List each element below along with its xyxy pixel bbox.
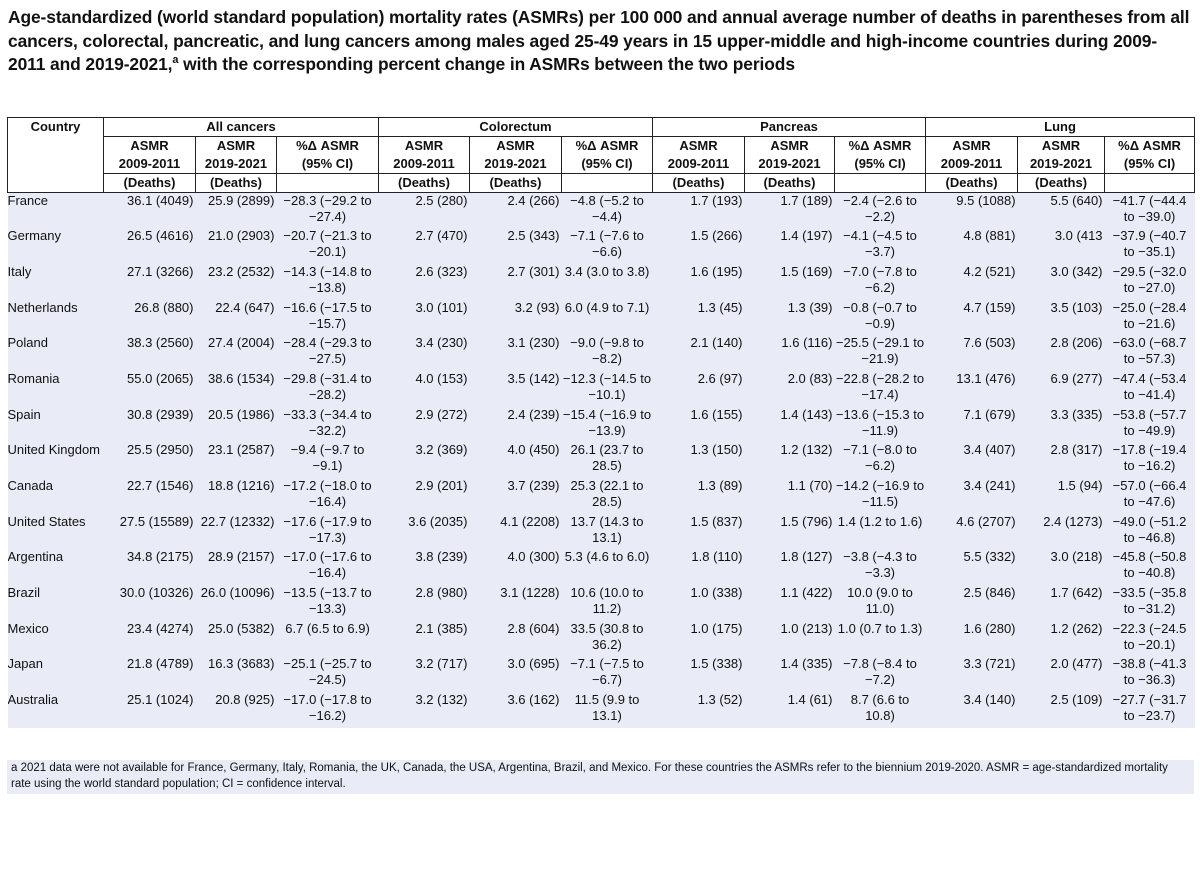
pancreas-asmr-2019-cell: 1.4 (335) xyxy=(745,656,835,692)
all-pct-change-cell: −14.3 (−14.8 to −13.8) xyxy=(277,264,379,300)
lung-pct-change-cell: −57.0 (−66.4 to −47.6) xyxy=(1105,478,1195,514)
lung-asmr-2009-header-line2: 2009-2011 xyxy=(940,156,1003,171)
all-cancers-pct-change-header xyxy=(277,137,379,174)
all-asmr-2009-cell: 36.1 (4049) xyxy=(104,193,196,229)
table-row xyxy=(8,193,1195,229)
lung-pct-change-header xyxy=(1105,137,1195,174)
all-cancers-pct-change-header-line2: (95% CI) xyxy=(301,156,354,171)
all-asmr-2019-cell: 23.2 (2532) xyxy=(196,264,277,300)
all-pct-change-cell: −20.7 (−21.3 to −20.1) xyxy=(277,228,379,264)
lung-asmr-2009-cell: 4.6 (2707) xyxy=(926,514,1018,550)
lung-asmr-2019-cell: 2.8 (206) xyxy=(1018,335,1105,371)
lung-pct-change-cell: −53.8 (−57.7 to −49.9) xyxy=(1105,407,1195,443)
country-cell: France xyxy=(8,193,104,229)
country-cell: United States xyxy=(8,514,104,550)
lung-pct-change-cell: −17.8 (−19.4 to −16.2) xyxy=(1105,442,1195,478)
all-pct-change-cell: −28.4 (−29.3 to −27.5) xyxy=(277,335,379,371)
table-row xyxy=(8,228,1195,264)
table-row xyxy=(8,656,1195,692)
colorectum-asmr-2019-cell: 3.1 (230) xyxy=(470,335,562,371)
group-header-colorectum: Colorectum xyxy=(379,118,653,137)
colorectum-asmr-2009-cell: 2.1 (385) xyxy=(379,621,470,657)
pancreas-pct-change-cell: −7.0 (−7.8 to −6.2) xyxy=(835,264,926,300)
lung-pct-change-cell: −37.9 (−40.7 to −35.1) xyxy=(1105,228,1195,264)
all-pct-change-cell: 6.7 (6.5 to 6.9) xyxy=(277,621,379,657)
country-cell: Germany xyxy=(8,228,104,264)
lung-pct-change-cell: −27.7 (−31.7 to −23.7) xyxy=(1105,692,1195,728)
colorectum-pct-change-cell: 5.3 (4.6 to 6.0) xyxy=(562,549,653,585)
title-footnote-marker: a xyxy=(172,54,179,67)
pancreas-asmr-2009-cell: 1.0 (338) xyxy=(653,585,745,621)
colorectum-asmr-2019-cell: 4.0 (450) xyxy=(470,442,562,478)
table-row xyxy=(8,335,1195,371)
colorectum-asmr-2019-cell: 4.0 (300) xyxy=(470,549,562,585)
pancreas-pct-change-cell: −0.8 (−0.7 to −0.9) xyxy=(835,300,926,336)
lung-pct-change-cell: −47.4 (−53.4 to −41.4) xyxy=(1105,371,1195,407)
pancreas-asmr-2009-cell: 1.6 (155) xyxy=(653,407,745,443)
pancreas-pct-spacer xyxy=(835,174,926,193)
table-row xyxy=(8,264,1195,300)
pancreas-pct-change-cell: −22.8 (−28.2 to −17.4) xyxy=(835,371,926,407)
lung-deaths-label: (Deaths) xyxy=(926,174,1018,193)
pancreas-pct-change-cell: 1.4 (1.2 to 1.6) xyxy=(835,514,926,550)
pancreas-asmr-2009-cell: 1.3 (150) xyxy=(653,442,745,478)
lung-pct-change-cell: −22.3 (−24.5 to −20.1) xyxy=(1105,621,1195,657)
lung-asmr-2009-cell: 3.4 (140) xyxy=(926,692,1018,728)
lung-asmr-2019-cell: 1.7 (642) xyxy=(1018,585,1105,621)
lung-asmr-2019-cell: 1.2 (262) xyxy=(1018,621,1105,657)
country-cell: Spain xyxy=(8,407,104,443)
lung-asmr-2009-cell: 4.2 (521) xyxy=(926,264,1018,300)
pancreas-pct-change-cell: −25.5 (−29.1 to −21.9) xyxy=(835,335,926,371)
pancreas-asmr-2009-cell: 2.1 (140) xyxy=(653,335,745,371)
pancreas-asmr-2009-cell: 1.5 (338) xyxy=(653,656,745,692)
all-pct-change-cell: −17.0 (−17.6 to −16.4) xyxy=(277,549,379,585)
lung-pct-change-cell: −41.7 (−44.4 to −39.0) xyxy=(1105,193,1195,229)
pancreas-asmr-2009-cell: 1.8 (110) xyxy=(653,549,745,585)
country-cell: Mexico xyxy=(8,621,104,657)
all-asmr-2009-cell: 34.8 (2175) xyxy=(104,549,196,585)
colorectum-asmr-2009-header-line1: ASMR xyxy=(404,138,444,153)
pancreas-asmr-2019-cell: 1.4 (143) xyxy=(745,407,835,443)
pancreas-asmr-2019-header-line2: 2019-2021 xyxy=(758,156,821,171)
title-text-end: with the corresponding percent change in ASMRs between the two periods xyxy=(178,54,795,74)
all-asmr-2019-cell: 27.4 (2004) xyxy=(196,335,277,371)
colorectum-pct-change-cell: 26.1 (23.7 to 28.5) xyxy=(562,442,653,478)
colorectum-asmr-2009-cell: 2.6 (323) xyxy=(379,264,470,300)
table-title xyxy=(8,6,1194,77)
pancreas-asmr-2019-cell: 1.5 (169) xyxy=(745,264,835,300)
country-cell: Australia xyxy=(8,692,104,728)
lung-asmr-2009-cell: 9.5 (1088) xyxy=(926,193,1018,229)
colorectum-asmr-2019-cell: 3.0 (695) xyxy=(470,656,562,692)
table-row xyxy=(8,371,1195,407)
all-asmr-2019-cell: 16.3 (3683) xyxy=(196,656,277,692)
lung-asmr-2019-cell: 1.5 (94) xyxy=(1018,478,1105,514)
colorectum-asmr-2009-cell: 2.9 (201) xyxy=(379,478,470,514)
lung-asmr-2009-cell: 2.5 (846) xyxy=(926,585,1018,621)
pancreas-asmr-2019-cell: 1.1 (422) xyxy=(745,585,835,621)
all-asmr-2009-cell: 22.7 (1546) xyxy=(104,478,196,514)
colorectum-asmr-2009-cell: 3.4 (230) xyxy=(379,335,470,371)
pancreas-pct-change-cell: −3.8 (−4.3 to −3.3) xyxy=(835,549,926,585)
colorectum-asmr-2009-cell: 2.7 (470) xyxy=(379,228,470,264)
lung-asmr-2009-cell: 5.5 (332) xyxy=(926,549,1018,585)
colorectum-asmr-2019-cell: 2.7 (301) xyxy=(470,264,562,300)
pancreas-asmr-2019-cell: 1.4 (61) xyxy=(745,692,835,728)
colorectum-asmr-2019-cell: 3.6 (162) xyxy=(470,692,562,728)
pancreas-asmr-2009-header xyxy=(653,137,745,174)
all-cancers-pct-spacer xyxy=(277,174,379,193)
pancreas-pct-change-cell: −2.4 (−2.6 to −2.2) xyxy=(835,193,926,229)
pancreas-asmr-2009-cell: 2.6 (97) xyxy=(653,371,745,407)
country-cell: United Kingdom xyxy=(8,442,104,478)
colorectum-asmr-2019-cell: 2.5 (343) xyxy=(470,228,562,264)
pancreas-asmr-2019-cell: 1.5 (796) xyxy=(745,514,835,550)
pancreas-asmr-2019-cell: 1.7 (189) xyxy=(745,193,835,229)
pancreas-pct-change-header xyxy=(835,137,926,174)
all-asmr-2009-cell: 25.5 (2950) xyxy=(104,442,196,478)
colorectum-asmr-2009-cell: 3.2 (717) xyxy=(379,656,470,692)
colorectum-pct-change-cell: 13.7 (14.3 to 13.1) xyxy=(562,514,653,550)
pancreas-asmr-2009-header-line2: 2009-2011 xyxy=(667,156,730,171)
colorectum-pct-change-header-line1: %Δ ASMR xyxy=(575,138,639,153)
lung-asmr-2019-cell: 3.0 (218) xyxy=(1018,549,1105,585)
lung-asmr-2019-cell: 3.0 (413 xyxy=(1018,228,1105,264)
colorectum-asmr-2009-header xyxy=(379,137,470,174)
table-row xyxy=(8,621,1195,657)
pancreas-asmr-2019-cell: 1.4 (197) xyxy=(745,228,835,264)
colorectum-asmr-2019-header-line2: 2019-2021 xyxy=(484,156,547,171)
pancreas-asmr-2019-cell: 1.1 (70) xyxy=(745,478,835,514)
pancreas-pct-change-header-line2: (95% CI) xyxy=(854,156,906,171)
all-asmr-2019-cell: 22.7 (12332) xyxy=(196,514,277,550)
table-row xyxy=(8,300,1195,336)
colorectum-asmr-2009-cell: 2.9 (272) xyxy=(379,407,470,443)
pancreas-pct-change-cell: 8.7 (6.6 to 10.8) xyxy=(835,692,926,728)
table-row xyxy=(8,585,1195,621)
all-asmr-2019-cell: 20.8 (925) xyxy=(196,692,277,728)
all-asmr-2019-cell: 18.8 (1216) xyxy=(196,478,277,514)
colorectum-deaths-label: (Deaths) xyxy=(379,174,470,193)
colorectum-pct-change-cell: −7.1 (−7.5 to −6.7) xyxy=(562,656,653,692)
all-asmr-2019-cell: 23.1 (2587) xyxy=(196,442,277,478)
lung-asmr-2019-cell: 3.5 (103) xyxy=(1018,300,1105,336)
colorectum-pct-change-cell: 25.3 (22.1 to 28.5) xyxy=(562,478,653,514)
all-pct-change-cell: −29.8 (−31.4 to −28.2) xyxy=(277,371,379,407)
colorectum-pct-change-cell: 6.0 (4.9 to 7.1) xyxy=(562,300,653,336)
mortality-table xyxy=(7,117,1195,728)
all-asmr-2009-cell: 27.5 (15589) xyxy=(104,514,196,550)
lung-asmr-2009-cell: 1.6 (280) xyxy=(926,621,1018,657)
lung-asmr-2009-cell: 3.3 (721) xyxy=(926,656,1018,692)
lung-asmr-2019-header xyxy=(1018,137,1105,174)
colorectum-asmr-2009-cell: 3.6 (2035) xyxy=(379,514,470,550)
colorectum-pct-spacer xyxy=(562,174,653,193)
table-row xyxy=(8,692,1195,728)
lung-pct-change-header-line1: %Δ ASMR xyxy=(1118,138,1181,153)
lung-asmr-2019-cell: 3.3 (335) xyxy=(1018,407,1105,443)
country-cell: Romania xyxy=(8,371,104,407)
lung-asmr-2009-cell: 4.8 (881) xyxy=(926,228,1018,264)
all-pct-change-cell: −13.5 (−13.7 to −13.3) xyxy=(277,585,379,621)
colorectum-asmr-2019-cell: 2.8 (604) xyxy=(470,621,562,657)
pancreas-asmr-2009-cell: 1.6 (195) xyxy=(653,264,745,300)
table-row xyxy=(8,478,1195,514)
lung-pct-change-header-line2: (95% CI) xyxy=(1123,156,1176,171)
all-pct-change-cell: −16.6 (−17.5 to −15.7) xyxy=(277,300,379,336)
all-cancers-asmr-2019-header-line1: ASMR xyxy=(216,138,256,153)
pancreas-asmr-2019-header-line1: ASMR xyxy=(770,138,809,153)
all-cancers-asmr-2009-header xyxy=(104,137,196,174)
lung-asmr-2009-cell: 13.1 (476) xyxy=(926,371,1018,407)
all-cancers-deaths-label: (Deaths) xyxy=(196,174,277,193)
colorectum-asmr-2009-cell: 3.2 (132) xyxy=(379,692,470,728)
lung-asmr-2009-cell: 7.6 (503) xyxy=(926,335,1018,371)
pancreas-deaths-label: (Deaths) xyxy=(745,174,835,193)
pancreas-asmr-2009-header-line1: ASMR xyxy=(679,138,718,153)
colorectum-asmr-2019-cell: 3.1 (1228) xyxy=(470,585,562,621)
colorectum-pct-change-cell: 11.5 (9.9 to 13.1) xyxy=(562,692,653,728)
lung-pct-change-cell: −38.8 (−41.3 to −36.3) xyxy=(1105,656,1195,692)
all-cancers-asmr-2009-header-line2: 2009-2011 xyxy=(118,156,181,171)
lung-asmr-2019-cell: 3.0 (342) xyxy=(1018,264,1105,300)
lung-asmr-2019-cell: 5.5 (640) xyxy=(1018,193,1105,229)
title-text: Age-standardized (world standard population) mortality rates (ASMRs) per 100 000 and annual average number of deaths in parentheses from all cancers, colorectal, pancreatic, and lung cancers among males aged 25-49 years in 15 upper-middle and high-income countries during 2009-2011 and 2019-2021, xyxy=(8,7,1190,74)
table-row xyxy=(8,407,1195,443)
colorectum-pct-change-cell: −7.1 (−7.6 to −6.6) xyxy=(562,228,653,264)
colorectum-asmr-2019-header xyxy=(470,137,562,174)
all-asmr-2009-cell: 26.8 (880) xyxy=(104,300,196,336)
colorectum-pct-change-header-line2: (95% CI) xyxy=(581,156,633,171)
all-cancers-asmr-2019-header xyxy=(196,137,277,174)
colorectum-asmr-2009-cell: 2.5 (280) xyxy=(379,193,470,229)
table-row xyxy=(8,514,1195,550)
pancreas-asmr-2009-cell: 1.3 (52) xyxy=(653,692,745,728)
all-cancers-pct-change-header-line1: %Δ ASMR xyxy=(296,138,359,153)
country-cell: Argentina xyxy=(8,549,104,585)
all-cancers-asmr-2019-header-line2: 2019-2021 xyxy=(204,156,268,171)
pancreas-asmr-2009-cell: 1.3 (89) xyxy=(653,478,745,514)
colorectum-pct-change-cell: 3.4 (3.0 to 3.8) xyxy=(562,264,653,300)
all-cancers-asmr-2009-header-line1: ASMR xyxy=(130,138,169,153)
pancreas-pct-change-cell: −4.1 (−4.5 to −3.7) xyxy=(835,228,926,264)
all-asmr-2009-cell: 38.3 (2560) xyxy=(104,335,196,371)
all-asmr-2019-cell: 20.5 (1986) xyxy=(196,407,277,443)
country-cell: Japan xyxy=(8,656,104,692)
all-pct-change-cell: −33.3 (−34.4 to −32.2) xyxy=(277,407,379,443)
pancreas-pct-change-cell: −14.2 (−16.9 to −11.5) xyxy=(835,478,926,514)
colorectum-asmr-2019-header-line1: ASMR xyxy=(496,138,535,153)
lung-asmr-2009-cell: 3.4 (407) xyxy=(926,442,1018,478)
colorectum-asmr-2009-cell: 3.8 (239) xyxy=(379,549,470,585)
colorectum-asmr-2019-cell: 3.5 (142) xyxy=(470,371,562,407)
pancreas-asmr-2019-cell: 1.8 (127) xyxy=(745,549,835,585)
pancreas-deaths-label: (Deaths) xyxy=(653,174,745,193)
lung-asmr-2019-cell: 2.0 (477) xyxy=(1018,656,1105,692)
all-asmr-2009-cell: 21.8 (4789) xyxy=(104,656,196,692)
lung-asmr-2009-header-line1: ASMR xyxy=(952,138,991,153)
group-header-lung: Lung xyxy=(926,118,1195,137)
pancreas-pct-change-cell: −13.6 (−15.3 to −11.9) xyxy=(835,407,926,443)
colorectum-asmr-2009-cell: 3.0 (101) xyxy=(379,300,470,336)
pancreas-pct-change-header-line1: %Δ ASMR xyxy=(848,138,912,153)
pancreas-asmr-2009-cell: 1.3 (45) xyxy=(653,300,745,336)
lung-pct-change-cell: −63.0 (−68.7 to −57.3) xyxy=(1105,335,1195,371)
lung-asmr-2009-cell: 4.7 (159) xyxy=(926,300,1018,336)
pancreas-pct-change-cell: 10.0 (9.0 to 11.0) xyxy=(835,585,926,621)
all-pct-change-cell: −17.0 (−17.8 to −16.2) xyxy=(277,692,379,728)
all-asmr-2019-cell: 25.0 (5382) xyxy=(196,621,277,657)
pancreas-asmr-2019-cell: 1.3 (39) xyxy=(745,300,835,336)
lung-deaths-label: (Deaths) xyxy=(1018,174,1105,193)
country-header: Country xyxy=(8,118,104,193)
colorectum-asmr-2009-cell: 2.8 (980) xyxy=(379,585,470,621)
all-pct-change-cell: −25.1 (−25.7 to −24.5) xyxy=(277,656,379,692)
all-asmr-2019-cell: 22.4 (647) xyxy=(196,300,277,336)
pancreas-asmr-2009-cell: 1.0 (175) xyxy=(653,621,745,657)
lung-asmr-2009-cell: 3.4 (241) xyxy=(926,478,1018,514)
lung-pct-change-cell: −49.0 (−51.2 to −46.8) xyxy=(1105,514,1195,550)
all-asmr-2009-cell: 30.8 (2939) xyxy=(104,407,196,443)
pancreas-asmr-2009-cell: 1.7 (193) xyxy=(653,193,745,229)
country-cell: Poland xyxy=(8,335,104,371)
colorectum-asmr-2019-cell: 3.7 (239) xyxy=(470,478,562,514)
all-asmr-2009-cell: 25.1 (1024) xyxy=(104,692,196,728)
all-asmr-2019-cell: 38.6 (1534) xyxy=(196,371,277,407)
table-row xyxy=(8,549,1195,585)
country-cell: Brazil xyxy=(8,585,104,621)
all-asmr-2009-cell: 30.0 (10326) xyxy=(104,585,196,621)
lung-asmr-2019-cell: 2.4 (1273) xyxy=(1018,514,1105,550)
all-pct-change-cell: −17.6 (−17.9 to −17.3) xyxy=(277,514,379,550)
colorectum-asmr-2009-header-line2: 2009-2011 xyxy=(393,156,455,171)
colorectum-pct-change-header xyxy=(562,137,653,174)
colorectum-pct-change-cell: 10.6 (10.0 to 11.2) xyxy=(562,585,653,621)
colorectum-pct-change-cell: −4.8 (−5.2 to −4.4) xyxy=(562,193,653,229)
all-asmr-2019-cell: 28.9 (2157) xyxy=(196,549,277,585)
colorectum-asmr-2009-cell: 3.2 (369) xyxy=(379,442,470,478)
pancreas-asmr-2019-cell: 1.0 (213) xyxy=(745,621,835,657)
footnote: a 2021 data were not available for France, Germany, Italy, Romania, the UK, Canada, the USA, Argentina, Brazil, and Mexico. For these countries the ASMRs refer to the biennium 2019-2020. ASMR = age-standardized mortality rate using the world standard population; CI = confidence interval. xyxy=(7,760,1194,794)
group-header-all-cancers: All cancers xyxy=(104,118,379,137)
lung-pct-change-cell: −33.5 (−35.8 to −31.2) xyxy=(1105,585,1195,621)
colorectum-pct-change-cell: −9.0 (−9.8 to −8.2) xyxy=(562,335,653,371)
pancreas-asmr-2009-cell: 1.5 (837) xyxy=(653,514,745,550)
colorectum-asmr-2009-cell: 4.0 (153) xyxy=(379,371,470,407)
all-asmr-2009-cell: 55.0 (2065) xyxy=(104,371,196,407)
colorectum-asmr-2019-cell: 3.2 (93) xyxy=(470,300,562,336)
pancreas-pct-change-cell: −7.8 (−8.4 to −7.2) xyxy=(835,656,926,692)
pancreas-pct-change-cell: −7.1 (−8.0 to −6.2) xyxy=(835,442,926,478)
pancreas-asmr-2019-header xyxy=(745,137,835,174)
all-asmr-2009-cell: 27.1 (3266) xyxy=(104,264,196,300)
all-pct-change-cell: −9.4 (−9.7 to −9.1) xyxy=(277,442,379,478)
country-cell: Italy xyxy=(8,264,104,300)
all-asmr-2009-cell: 23.4 (4274) xyxy=(104,621,196,657)
all-asmr-2019-cell: 25.9 (2899) xyxy=(196,193,277,229)
lung-asmr-2019-header-line1: ASMR xyxy=(1041,138,1081,153)
lung-asmr-2019-cell: 6.9 (277) xyxy=(1018,371,1105,407)
colorectum-deaths-label: (Deaths) xyxy=(470,174,562,193)
all-asmr-2019-cell: 26.0 (10096) xyxy=(196,585,277,621)
colorectum-asmr-2019-cell: 2.4 (239) xyxy=(470,407,562,443)
pancreas-asmr-2019-cell: 1.6 (116) xyxy=(745,335,835,371)
pancreas-asmr-2019-cell: 1.2 (132) xyxy=(745,442,835,478)
all-pct-change-cell: −17.2 (−18.0 to −16.4) xyxy=(277,478,379,514)
lung-asmr-2019-cell: 2.8 (317) xyxy=(1018,442,1105,478)
group-header-pancreas: Pancreas xyxy=(653,118,926,137)
country-cell: Netherlands xyxy=(8,300,104,336)
lung-asmr-2009-cell: 7.1 (679) xyxy=(926,407,1018,443)
pancreas-asmr-2009-cell: 1.5 (266) xyxy=(653,228,745,264)
all-asmr-2019-cell: 21.0 (2903) xyxy=(196,228,277,264)
colorectum-asmr-2019-cell: 2.4 (266) xyxy=(470,193,562,229)
pancreas-pct-change-cell: 1.0 (0.7 to 1.3) xyxy=(835,621,926,657)
lung-pct-change-cell: −45.8 (−50.8 to −40.8) xyxy=(1105,549,1195,585)
colorectum-pct-change-cell: −12.3 (−14.5 to −10.1) xyxy=(562,371,653,407)
lung-pct-change-cell: −25.0 (−28.4 to −21.6) xyxy=(1105,300,1195,336)
lung-asmr-2009-header xyxy=(926,137,1018,174)
lung-asmr-2019-cell: 2.5 (109) xyxy=(1018,692,1105,728)
all-asmr-2009-cell: 26.5 (4616) xyxy=(104,228,196,264)
colorectum-pct-change-cell: −15.4 (−16.9 to −13.9) xyxy=(562,407,653,443)
lung-pct-change-cell: −29.5 (−32.0 to −27.0) xyxy=(1105,264,1195,300)
lung-asmr-2019-header-line2: 2019-2021 xyxy=(1029,156,1093,171)
country-cell: Canada xyxy=(8,478,104,514)
all-cancers-deaths-label: (Deaths) xyxy=(104,174,196,193)
all-pct-change-cell: −28.3 (−29.2 to −27.4) xyxy=(277,193,379,229)
colorectum-pct-change-cell: 33.5 (30.8 to 36.2) xyxy=(562,621,653,657)
colorectum-asmr-2019-cell: 4.1 (2208) xyxy=(470,514,562,550)
table-row xyxy=(8,442,1195,478)
lung-pct-spacer xyxy=(1105,174,1195,193)
pancreas-asmr-2019-cell: 2.0 (83) xyxy=(745,371,835,407)
